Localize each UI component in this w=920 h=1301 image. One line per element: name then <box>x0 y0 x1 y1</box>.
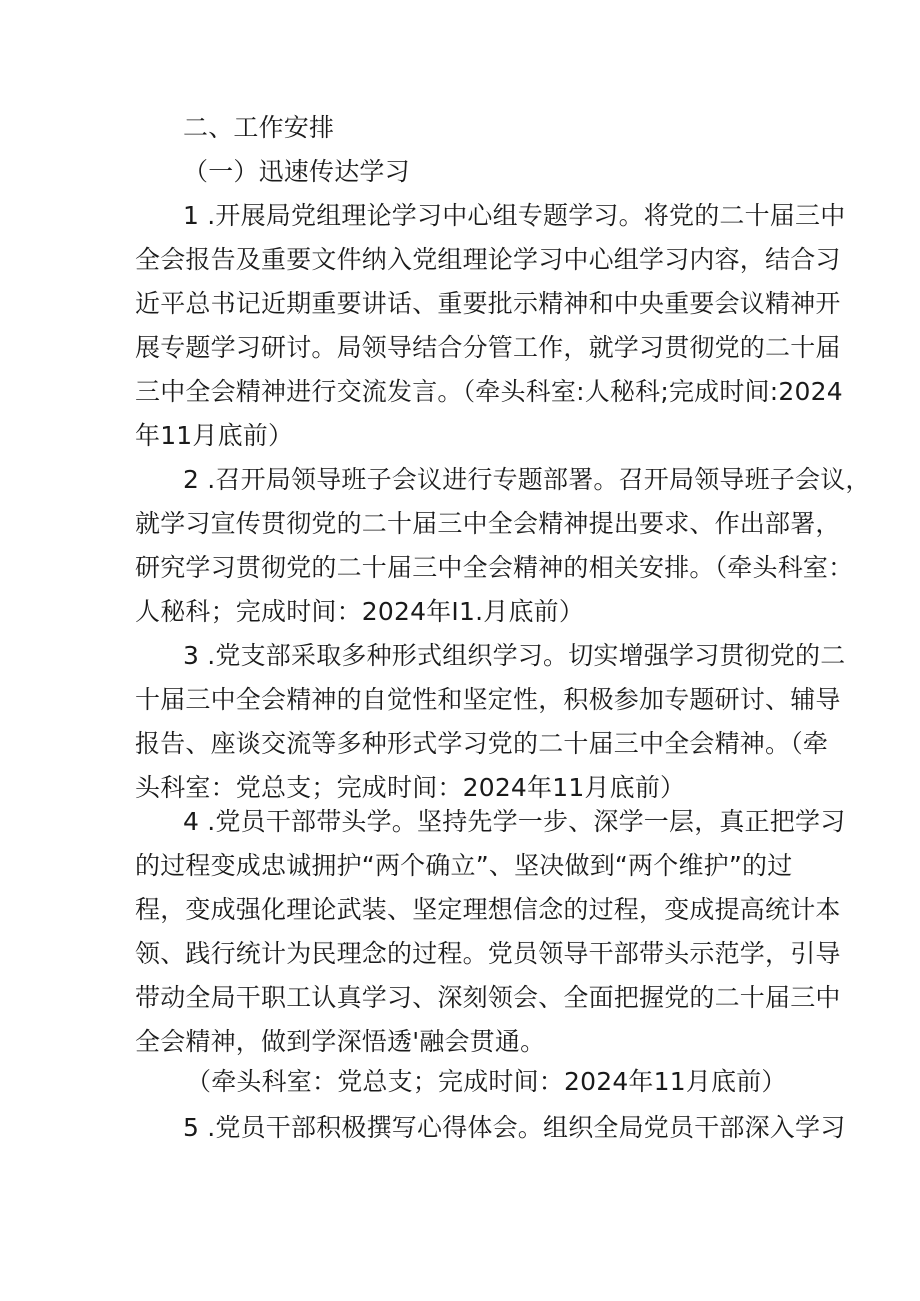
item-4-line-4: 领、践行统计为民理念的过程。党员领导干部带头示范学，引导 <box>135 939 841 968</box>
item-2-line-4: 人秘科；完成时间：2024年I1.月底前） <box>135 597 585 626</box>
item-4-line-3: 程，变成强化理论武装、坚定理想信念的过程，变成提高统计本 <box>135 895 841 924</box>
item-4-line-2: 的过程变成忠诚拥护“两个确立”、坚决做到“两个维护”的过 <box>135 851 793 880</box>
item-1-line-2: 全会报告及重要文件纳入党组理论学习中心组学习内容，结合习 <box>135 245 841 274</box>
item-3-line-3: 报告、座谈交流等多种形式学习党的二十届三中全会精神。（牵 <box>135 729 829 758</box>
item-3-line-4: 头科室：党总支；完成时间：2024年11月底前） <box>135 773 686 802</box>
item-4-line-5: 带动全局干职工认真学习、深刻领会、全面把握党的二十届三中 <box>135 983 841 1012</box>
item-5-line-1: 5 .党员干部积极撰写心得体会。组织全局党员干部深入学习 <box>183 1113 846 1142</box>
item-2-line-2: 就学习宣传贯彻党的二十届三中全会精神提出要求、作出部署， <box>135 509 841 538</box>
item-4-line-7: （牵头科室：党总支；完成时间：2024年11月底前） <box>186 1067 787 1096</box>
item-2-line-3: 研究学习贯彻党的二十届三中全会精神的相关安排。（牵头科室： <box>135 553 854 582</box>
item-1-line-1: 1 .开展局党组理论学习中心组专题学习。将党的二十届三中 <box>183 201 846 230</box>
item-1-line-3: 近平总书记近期重要讲话、重要批示精神和中央重要会议精神开 <box>135 289 841 318</box>
item-1-line-5: 三中全会精神进行交流发言。（牵头科室:人秘科;完成时间:2024 <box>135 377 843 406</box>
item-2-line-1: 2 .召开局领导班子会议进行专题部署。召开局领导班子会议， <box>183 465 871 494</box>
item-3-line-2: 十届三中全会精神的自觉性和坚定性，积极参加专题研讨、辅导 <box>135 685 841 714</box>
section-heading: 二、工作安排 <box>183 113 335 142</box>
subsection-heading: （一）迅速传达学习 <box>183 157 410 186</box>
item-4-line-6: 全会精神，做到学深悟透'融会贯通。 <box>135 1027 546 1056</box>
item-4-line-1: 4 .党员干部带头学。坚持先学一步、深学一层，真正把学习 <box>183 807 846 836</box>
item-1-line-6: 年11月底前） <box>135 421 294 450</box>
item-3-line-1: 3 .党支部采取多种形式组织学习。切实增强学习贯彻党的二 <box>183 641 846 670</box>
item-1-line-4: 展专题学习研讨。局领导结合分管工作，就学习贯彻党的二十届 <box>135 333 841 362</box>
